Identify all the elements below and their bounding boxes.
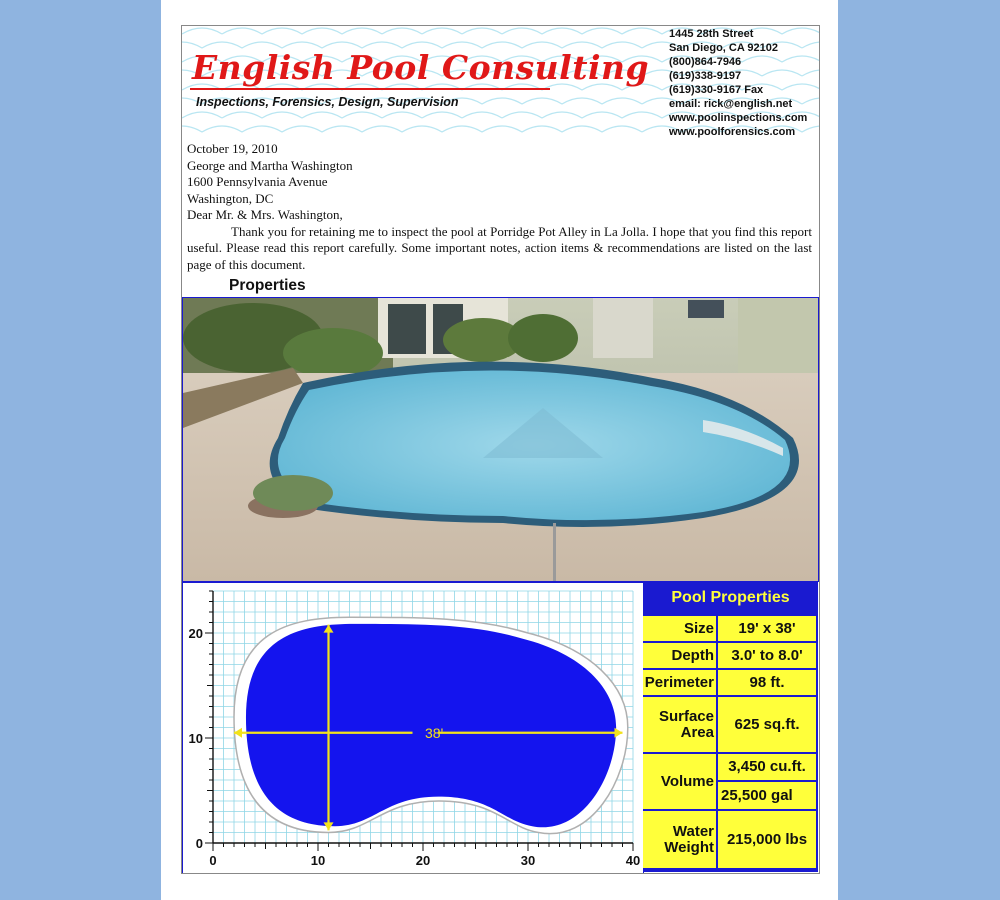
letter-address-line2: Washington, DC	[187, 190, 274, 206]
letterhead	[182, 26, 819, 136]
surface-area-label: Surface Area	[643, 697, 716, 752]
letter-paragraph: Thank you for retaining me to inspect the pool at Porridge Pot Alley in La Jolla. I hope that you find this report useful. Please read this report carefully. Some important notes, action items & recommendations are listed on the last page of this document.	[187, 223, 812, 272]
letter-date: October 19, 2010	[187, 141, 278, 156]
y-tick-label: 20	[188, 626, 203, 641]
water-weight-label: Water Weight	[643, 811, 716, 868]
pool-photo	[182, 297, 819, 582]
y-tick-label: 10	[188, 731, 203, 746]
contact-fax: (619)330-9167 Fax	[669, 84, 764, 96]
x-tick-label: 20	[415, 853, 431, 868]
water-weight-value: 215,000 lbs	[718, 811, 816, 868]
logo-underline	[190, 88, 550, 90]
size-label: Size	[643, 616, 716, 641]
contact-info	[669, 27, 807, 139]
contact-street: 1445 28th Street	[669, 28, 754, 40]
pool-dimension-diagram	[182, 582, 644, 874]
company-logo: English Pool Consulting	[192, 48, 650, 87]
letter-salutation: Dear Mr. & Mrs. Washington,	[187, 207, 343, 222]
pool-properties-table	[643, 582, 818, 872]
contact-website-forensics[interactable]: www.poolforensics.com	[669, 126, 796, 138]
pool-photo-illustration	[183, 298, 818, 581]
length-dimension-label: 38'	[425, 724, 444, 741]
x-tick-label: 10	[310, 853, 326, 868]
letter-recipient: George and Martha Washington	[187, 157, 353, 173]
pool-diagram-svg	[183, 583, 643, 873]
report-page	[181, 25, 820, 874]
depth-value: 3.0' to 8.0'	[718, 643, 816, 668]
contact-website-inspections[interactable]: www.poolinspections.com	[669, 112, 808, 124]
contact-phone: (619)338-9197	[669, 70, 742, 82]
contact-email[interactable]: email: rick@english.net	[669, 98, 793, 110]
size-value: 19' x 38'	[718, 616, 816, 641]
section-heading: Properties	[229, 277, 306, 294]
contact-city: San Diego, CA 92102	[669, 42, 779, 54]
perimeter-label: Perimeter	[643, 670, 716, 695]
x-tick-label: 0	[209, 853, 217, 868]
surface-area-value: 625 sq.ft.	[718, 697, 816, 752]
pool-properties-title: Pool Properties	[671, 589, 790, 606]
company-tagline: Inspections, Forensics, Design, Supervision	[196, 95, 459, 109]
perimeter-value: 98 ft.	[718, 670, 816, 695]
depth-label: Depth	[643, 643, 716, 668]
volume-value-gal: 25,500 gal	[718, 782, 816, 809]
x-tick-label: 40	[625, 853, 641, 868]
letter-body	[187, 141, 812, 273]
volume-label: Volume	[643, 754, 716, 809]
y-tick-label: 0	[195, 836, 203, 851]
letter-address-line1: 1600 Pennsylvania Avenue	[187, 174, 328, 189]
contact-phone-tollfree: (800)864-7946	[669, 56, 742, 68]
volume-value-cuft: 3,450 cu.ft.	[718, 754, 816, 780]
x-tick-label: 30	[520, 853, 536, 868]
